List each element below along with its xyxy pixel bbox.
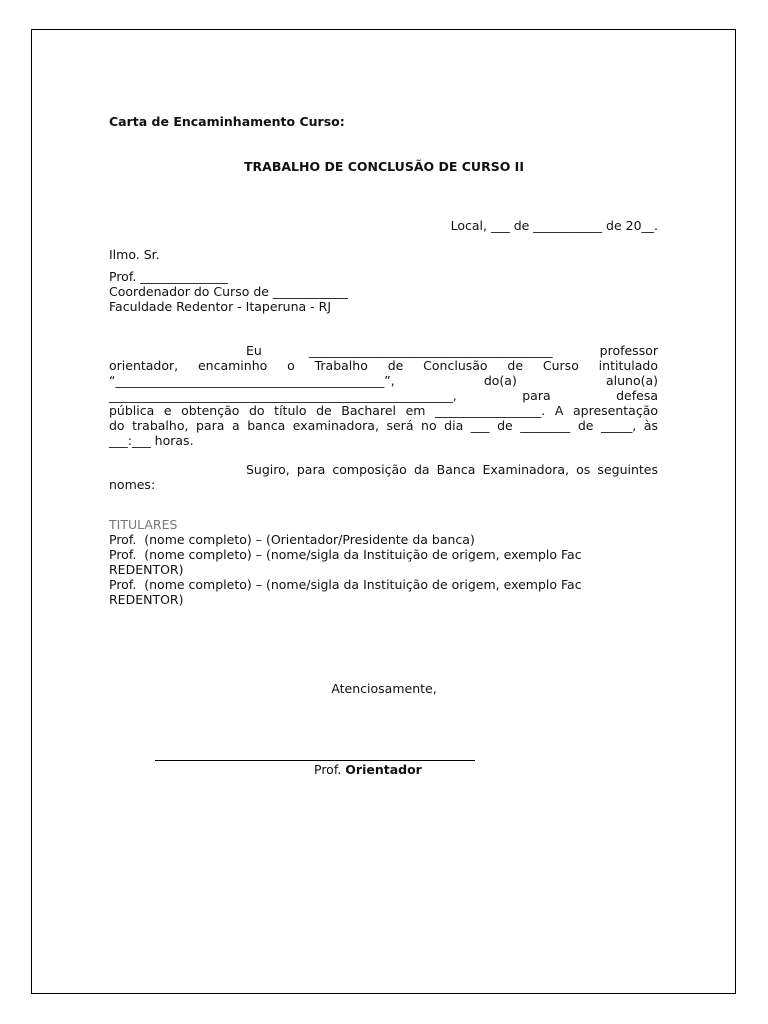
paragraph-line: nomes:	[109, 477, 156, 492]
signature-name: Orientador	[345, 762, 422, 777]
titulares-heading: TITULARES	[109, 517, 178, 532]
titular-line: Prof. (nome completo) – (nome/sigla da Instituição de origem, exemplo Fac	[109, 547, 582, 562]
document-subtitle: TRABALHO DE CONCLUSÃO DE CURSO II	[244, 159, 524, 174]
closing-text: Atenciosamente,	[331, 681, 437, 696]
paragraph-line: pública e obtenção do título de Bacharel em _________________. A apresentação	[109, 403, 658, 418]
paragraph-line: ___:___ horas.	[109, 433, 194, 448]
paragraph-line: do trabalho, para a banca examinadora, será no dia ___ de ________ de _____, às	[109, 418, 658, 433]
paragraph-line: Eu _______________________________________ professor	[246, 343, 658, 358]
paragraph-line: Sugiro, para composição da Banca Examinadora, os seguintes	[246, 462, 658, 477]
signature-label	[314, 762, 422, 777]
recipient-institution-line: Faculdade Redentor - Itaperuna - RJ	[109, 299, 332, 314]
titular-line: REDENTOR)	[109, 562, 184, 577]
date-line: Local, ___ de ___________ de 20__.	[450, 218, 658, 233]
signature-prefix: Prof.	[314, 762, 342, 777]
salutation: Ilmo. Sr.	[109, 247, 160, 262]
recipient-prof-line: Prof. ______________	[109, 269, 228, 284]
paragraph-line: “___________________________________________”, do(a) aluno(a)	[109, 373, 658, 388]
titular-line: REDENTOR)	[109, 592, 184, 607]
letter-title: Carta de Encaminhamento Curso:	[109, 114, 345, 129]
titular-line: Prof. (nome completo) – (nome/sigla da Instituição de origem, exemplo Fac	[109, 577, 582, 592]
paragraph-line: _______________________________________________________, para defesa	[109, 388, 658, 403]
recipient-coordinator-line: Coordenador do Curso de ____________	[109, 284, 348, 299]
paragraph-line: orientador, encaminho o Trabalho de Conclusão de Curso intitulado	[109, 358, 658, 373]
signature-line	[155, 760, 475, 761]
titular-line: Prof. (nome completo) – (Orientador/Presidente da banca)	[109, 532, 475, 547]
